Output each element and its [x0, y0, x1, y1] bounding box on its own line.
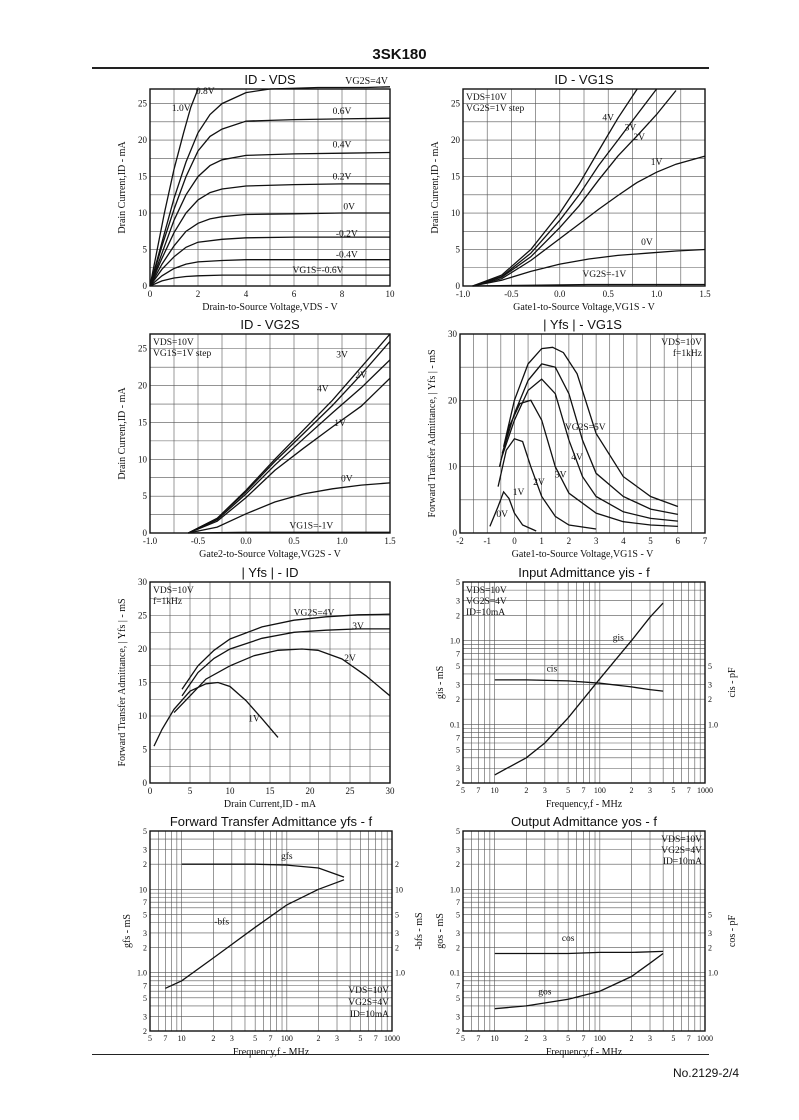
y-tick-label: 7	[456, 733, 460, 743]
y-tick-label: 1.0	[137, 968, 147, 978]
x-tick-label: 5	[461, 786, 465, 795]
series-line	[188, 532, 390, 533]
y-right-tick-label: 2	[708, 695, 712, 705]
x-tick-label: 5	[461, 1034, 465, 1043]
y-right-tick-label: 2	[395, 943, 399, 953]
x-tick-label: 7	[581, 786, 586, 795]
y-tick-label: 25	[138, 98, 147, 109]
chart-title: | Yfs | - VG1S	[543, 317, 622, 332]
y-tick-label: 0.1	[450, 720, 460, 730]
x-tick-label: 10	[177, 1034, 186, 1043]
y-tick-label: 20	[138, 644, 147, 654]
y-right-axis-label: -bfs - mS	[414, 912, 425, 950]
y-tick-label: 5	[143, 827, 147, 836]
y-right-tick-label: 10	[395, 885, 403, 895]
x-tick-label: 3	[542, 786, 547, 795]
x-tick-label: 5	[187, 786, 193, 796]
series-label: cos	[561, 933, 575, 944]
x-tick-label: 3	[542, 1034, 547, 1043]
x-tick-label: 1.5	[384, 536, 396, 546]
x-tick-label: 2	[566, 536, 572, 546]
series-line	[188, 341, 390, 533]
y-tick-label: 0.1	[450, 968, 460, 978]
series-label: gis	[612, 633, 624, 644]
y-tick-label: 7	[143, 981, 147, 991]
x-tick-label: 4	[243, 289, 249, 299]
y-tick-label: 5	[456, 827, 460, 836]
series-label: 1V	[512, 488, 525, 499]
x-tick-label: 100	[280, 1034, 293, 1043]
x-tick-label: 2	[524, 1034, 529, 1043]
chart-title: ID - VG2S	[240, 317, 300, 332]
annotation-text: VG2S=1V step	[466, 104, 525, 114]
x-tick-label: 1000	[697, 786, 713, 795]
x-tick-label: 3	[335, 1034, 340, 1043]
page-ref: No.2129-2/4	[672, 1066, 739, 1080]
x-tick-label: 0	[147, 786, 153, 796]
y-right-tick-label: 2	[708, 943, 712, 953]
annotation-text: f=1kHz	[672, 349, 702, 359]
x-tick-label: 2	[629, 786, 634, 795]
y-tick-label: 25	[138, 610, 147, 621]
y-tick-label: 5	[456, 661, 460, 671]
series-label: 0.8V	[195, 87, 215, 98]
series-line	[473, 156, 705, 286]
y-tick-label: 2	[456, 943, 460, 953]
x-tick-label: 10	[385, 289, 395, 299]
y-right-tick-label: 1.0	[708, 720, 718, 730]
annotation-text: ID=10mA	[466, 608, 506, 618]
y-tick-label: 5	[455, 244, 460, 255]
series-label: VG2S=5V	[564, 423, 606, 434]
x-tick-label: -1	[483, 536, 491, 546]
x-tick-label: 3	[648, 1034, 653, 1043]
x-tick-label: -1.0	[142, 536, 158, 546]
x-tick-label: 2	[524, 786, 529, 795]
y-tick-label: 5	[142, 244, 147, 255]
annotation-text: VDS=10V	[153, 586, 194, 596]
series-label: 3V	[554, 470, 567, 481]
x-tick-label: 10	[225, 786, 235, 796]
y-tick-label: 5	[456, 993, 460, 1003]
y-right-tick-label: 3	[708, 928, 712, 938]
annotation-text: ID=10mA	[349, 1010, 389, 1020]
series-label: gos	[538, 987, 552, 998]
y-axis-label: Drain Current,ID - mA	[117, 387, 128, 480]
x-tick-label: -1.0	[455, 289, 471, 299]
x-tick-label: 2	[211, 1034, 216, 1043]
x-tick-label: -2	[456, 536, 464, 546]
chart-output_admittance	[435, 814, 738, 1058]
y-tick-label: 5	[143, 910, 147, 920]
x-tick-label: 3	[648, 786, 653, 795]
x-axis-label: Gate2-to-Source Voltage,VG2S - V	[199, 549, 341, 560]
series-label: VG2S=4V	[293, 608, 335, 619]
y-right-tick-label: 5	[708, 910, 712, 920]
x-tick-label: 2	[195, 289, 201, 299]
x-tick-label: 1000	[697, 1034, 713, 1043]
x-tick-label: 25	[345, 786, 355, 796]
series-label: gfs	[281, 852, 293, 863]
series-label: -bfs	[214, 917, 230, 928]
y-tick-label: 10	[138, 208, 147, 219]
series-line	[495, 603, 663, 775]
series-line	[473, 91, 676, 287]
y-tick-label: 25	[451, 98, 460, 109]
series-line	[495, 680, 663, 691]
y-right-tick-label: 1.0	[395, 968, 405, 978]
annotation-text: VG2S=4V	[348, 998, 389, 1008]
y-tick-label: 0	[142, 281, 147, 291]
x-tick-label: 5	[358, 1034, 363, 1043]
y-tick-label: 7	[456, 649, 460, 659]
y-right-tick-label: 1.0	[708, 968, 718, 978]
x-tick-label: 3	[593, 536, 599, 546]
annotation-text: ID=10mA	[662, 857, 702, 867]
y-axis-label: gfs - mS	[122, 914, 133, 948]
y-tick-label: 15	[138, 171, 147, 182]
x-tick-label: 5	[566, 786, 571, 795]
series-line	[502, 364, 678, 515]
y-tick-label: 3	[456, 764, 460, 774]
x-tick-label: 1000	[384, 1034, 400, 1043]
series-label: 0V	[340, 474, 353, 485]
chart-title: | Yfs | - ID	[241, 565, 299, 580]
y-right-tick-label: 5	[708, 661, 712, 671]
series-line	[495, 951, 663, 953]
x-tick-label: 0	[512, 536, 517, 546]
y-tick-label: 20	[138, 380, 147, 391]
y-tick-label: 5	[142, 744, 147, 755]
series-label: 0.2V	[332, 172, 352, 183]
y-tick-label: 3	[456, 1012, 460, 1022]
y-tick-label: 7	[143, 898, 147, 908]
y-tick-label: 3	[456, 928, 460, 938]
y-tick-label: 3	[143, 928, 147, 938]
y-tick-label: 30	[448, 329, 457, 339]
series-label: 2V	[344, 654, 356, 665]
annotation-text: VG1S=1V step	[153, 349, 212, 359]
x-tick-label: 7	[581, 1034, 586, 1043]
series-label: 4V	[571, 453, 583, 464]
series-label: 1.0V	[171, 103, 191, 114]
y-tick-label: 15	[138, 677, 147, 688]
y-tick-label: 3	[456, 680, 460, 690]
series-label: 1V	[248, 714, 260, 725]
y-tick-label: 10	[138, 454, 147, 465]
x-axis-label: Frequency,f - MHz	[545, 799, 623, 810]
y-tick-label: 3	[456, 596, 460, 606]
x-tick-label: 0.0	[240, 536, 252, 546]
y-axis-label: Drain Current,ID - mA	[430, 141, 441, 234]
annotation-text: VDS=10V	[661, 835, 702, 845]
y-tick-label: 3	[456, 845, 460, 855]
series-line	[182, 629, 390, 696]
x-tick-label: 0	[147, 289, 153, 299]
annotation-text: VDS=10V	[466, 586, 507, 596]
y-tick-label: 5	[142, 491, 147, 502]
annotation-text: VDS=10V	[348, 986, 389, 996]
x-tick-label: 6	[291, 289, 297, 299]
x-tick-label: 7	[373, 1034, 378, 1043]
x-tick-label: 15	[265, 786, 275, 796]
series-label: VG2S=-1V	[582, 270, 627, 281]
x-tick-label: 5	[648, 536, 653, 546]
y-tick-label: 20	[138, 135, 147, 146]
series-label: 0V	[496, 510, 509, 521]
y-axis-label: Forward Transfer Admittance, | Yfs | - mS	[427, 349, 438, 518]
x-tick-label: 2	[629, 1034, 634, 1043]
x-tick-label: 30	[385, 786, 395, 796]
x-tick-label: 5	[671, 1034, 676, 1043]
chart-input_admittance	[435, 565, 738, 810]
x-tick-label: 5	[671, 786, 676, 795]
chart-yfs_vg1s	[427, 317, 708, 560]
series-label: -0.2V	[335, 229, 358, 240]
x-tick-label: 7	[686, 1034, 691, 1043]
x-tick-label: -0.5	[504, 289, 519, 299]
y-tick-label: 20	[448, 395, 457, 406]
y-tick-label: 10	[138, 711, 147, 721]
y-tick-label: 0	[142, 778, 147, 788]
y-axis-label: Drain Current,ID - mA	[117, 141, 128, 234]
x-tick-label: 0.5	[602, 289, 614, 299]
x-tick-label: 1.0	[650, 289, 663, 299]
chart-title: ID - VDS	[244, 72, 296, 87]
series-label: VG1S=-1V	[289, 521, 334, 532]
x-tick-label: 5	[566, 1034, 571, 1043]
series-label: 0.6V	[332, 106, 352, 117]
y-axis-label: gos - mS	[435, 913, 446, 949]
y-tick-label: 3	[143, 1012, 147, 1022]
series-line	[188, 378, 390, 533]
y-tick-label: 3	[143, 845, 147, 855]
y-tick-label: 2	[143, 1027, 147, 1036]
y-tick-label: 15	[138, 417, 147, 428]
x-tick-label: 5	[253, 1034, 258, 1043]
y-tick-label: 5	[456, 745, 460, 755]
x-axis-label: Frequency,f - MHz	[545, 1047, 623, 1058]
chart-id_vg1s	[430, 72, 711, 313]
series-label: 2V	[355, 371, 368, 382]
annotation-text: VG2S=4V	[661, 846, 702, 856]
x-tick-label: 7	[163, 1034, 168, 1043]
x-tick-label: 10	[490, 786, 499, 795]
y-right-tick-label: 2	[395, 860, 399, 870]
x-tick-label: 1.5	[699, 289, 711, 299]
annotation-text: VDS=10V	[466, 93, 507, 103]
series-label: 0V	[343, 202, 356, 213]
chart-title: ID - VG1S	[554, 72, 614, 87]
x-axis-label: Gate1-to-Source Voltage,VG1S - V	[511, 549, 654, 560]
series-label: 2V	[633, 133, 645, 144]
series-label: -0.4V	[335, 250, 358, 261]
chart-forward_transfer_admittance	[122, 814, 425, 1058]
x-tick-label: 6	[675, 536, 681, 546]
y-tick-label: 0	[452, 528, 457, 538]
y-right-axis-label: cis - pF	[727, 667, 738, 698]
legend-note: VG2S=4V	[345, 76, 388, 87]
y-tick-label: 2	[456, 695, 460, 705]
series-label: cis	[546, 664, 558, 675]
series-line	[165, 880, 344, 989]
x-tick-label: -0.5	[190, 536, 206, 546]
y-tick-label: 2	[143, 943, 147, 953]
series-label: 4V	[316, 384, 329, 395]
y-tick-label: 25	[138, 343, 147, 354]
y-tick-label: 10	[451, 208, 460, 219]
x-tick-label: 2	[316, 1034, 321, 1043]
y-tick-label: 2	[456, 611, 460, 621]
chart-id_vds	[117, 72, 395, 313]
y-axis-label: gis - mS	[435, 665, 446, 700]
series-label: VG1S=-0.6V	[292, 265, 344, 276]
series-label: 1V	[334, 419, 346, 430]
series-label: 0V	[641, 238, 653, 249]
y-tick-label: 30	[138, 577, 147, 587]
part-number: 3SK180	[372, 46, 427, 63]
y-axis-label: Forward Transfer Admittance, | Yfs | - mS	[117, 598, 128, 767]
annotation-text: VDS=10V	[153, 338, 194, 348]
y-tick-label: 1.0	[450, 636, 460, 646]
series-label: 2V	[533, 478, 545, 489]
y-right-tick-label: 3	[708, 680, 712, 690]
x-tick-label: 7	[476, 786, 481, 795]
y-tick-label: 2	[143, 860, 147, 870]
series-line	[188, 334, 390, 533]
x-tick-label: 1.0	[336, 536, 348, 546]
y-tick-label: 2	[456, 779, 460, 788]
x-tick-label: 20	[305, 786, 315, 796]
chart-title: Input Admittance yis - f	[518, 565, 650, 580]
y-right-tick-label: 3	[395, 928, 399, 938]
series-line	[500, 400, 678, 526]
x-tick-label: 7	[702, 536, 708, 546]
x-tick-label: 0.5	[288, 536, 300, 546]
y-tick-label: 0	[142, 528, 147, 538]
x-tick-label: 5	[148, 1034, 152, 1043]
series-line	[495, 954, 663, 1009]
x-tick-label: 7	[686, 786, 691, 795]
x-tick-label: 7	[476, 1034, 481, 1043]
x-tick-label: 10	[490, 1034, 499, 1043]
x-tick-label: 100	[593, 786, 606, 795]
chart-title: Forward Transfer Admittance yfs - f	[169, 814, 373, 829]
series-label: 3V	[624, 123, 637, 134]
y-tick-label: 1.0	[450, 885, 460, 895]
y-tick-label: 7	[456, 981, 460, 991]
annotation-text: VG2S=4V	[466, 597, 507, 607]
y-tick-label: 5	[143, 993, 147, 1003]
y-tick-label: 2	[456, 1027, 460, 1036]
annotation-text: VDS=10V	[661, 338, 702, 348]
y-tick-label: 5	[456, 578, 460, 587]
series-label: 3V	[352, 621, 364, 632]
y-tick-label: 2	[456, 860, 460, 870]
x-axis-label: Drain-to-Source Voltage,VDS - V	[202, 302, 338, 313]
x-tick-label: 4	[621, 536, 626, 546]
x-tick-label: 3	[229, 1034, 234, 1043]
annotation-text: f=1kHz	[153, 597, 183, 607]
y-tick-label: 20	[451, 135, 460, 146]
x-axis-label: Gate1-to-Source Voltage,VG1S - V	[513, 302, 655, 313]
series-label: 0.4V	[332, 140, 352, 151]
y-tick-label: 15	[451, 171, 460, 182]
y-right-axis-label: cos - pF	[727, 914, 738, 948]
series-label: 3V	[336, 350, 348, 361]
x-axis-label: Drain Current,ID - mA	[223, 799, 317, 810]
series-label: 1V	[650, 157, 663, 168]
x-tick-label: 7	[268, 1034, 273, 1043]
y-tick-label: 5	[456, 910, 460, 920]
y-right-tick-label: 5	[395, 910, 399, 920]
series-line	[182, 864, 344, 877]
chart-yfs_id	[117, 565, 395, 810]
y-tick-label: 10	[139, 885, 147, 895]
x-tick-label: 100	[593, 1034, 606, 1043]
y-tick-label: 0	[455, 281, 460, 291]
y-tick-label: 10	[448, 461, 457, 472]
x-tick-label: 1	[539, 536, 544, 546]
grid	[150, 334, 390, 533]
series-label: 4V	[602, 113, 615, 124]
x-tick-label: 8	[339, 289, 345, 299]
chart-id_vg2s	[117, 317, 396, 560]
x-tick-label: 0.0	[554, 289, 566, 299]
chart-title: Output Admittance yos - f	[511, 814, 657, 829]
x-axis-label: Frequency,f - MHz	[232, 1047, 310, 1058]
y-tick-label: 7	[456, 898, 460, 908]
